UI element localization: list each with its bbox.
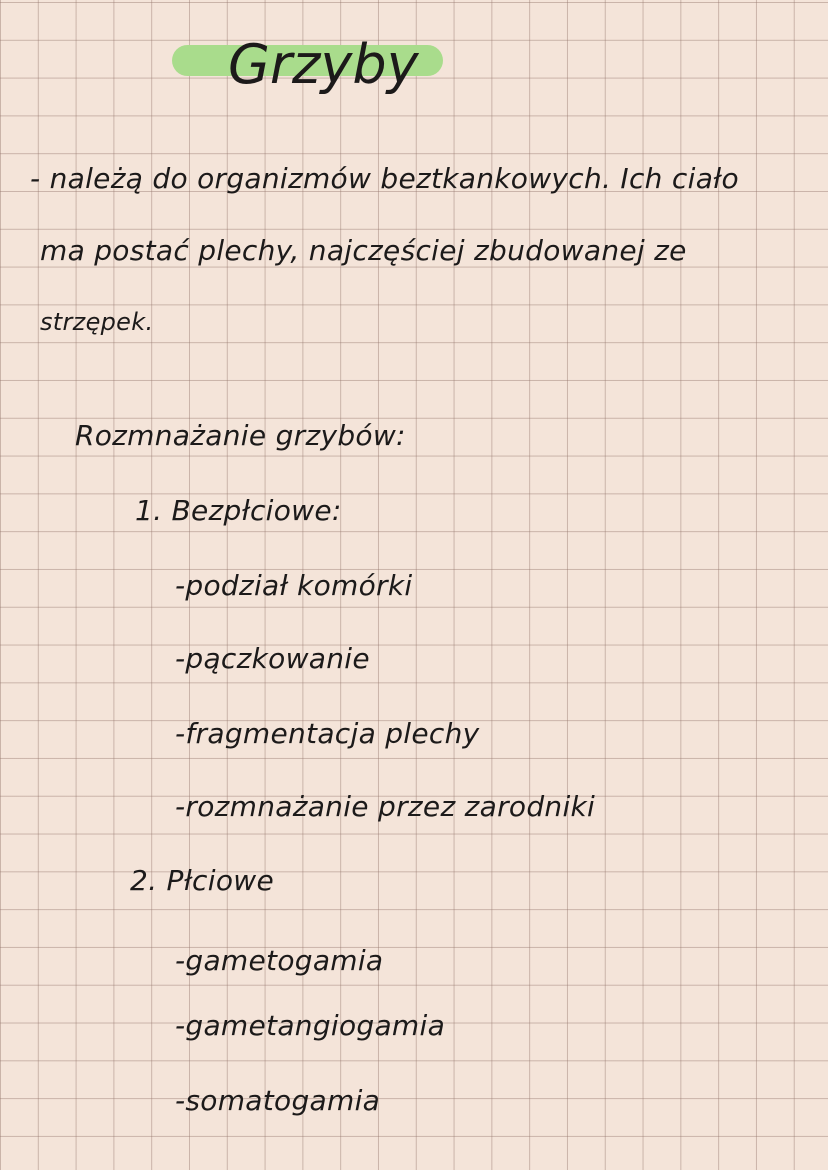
list-item: -podział komórki bbox=[175, 569, 413, 602]
list-item: -pączkowanie bbox=[175, 642, 370, 675]
list-item: -somatogamia bbox=[175, 1084, 381, 1117]
list-item: -gametogamia bbox=[175, 944, 384, 977]
subsection-heading: 2. Płciowe bbox=[130, 864, 274, 897]
intro-line: ma postać plechy, najczęściej zbudowanej ze bbox=[40, 234, 687, 267]
intro-line: - należą do organizmów beztkankowych. Ich ciało bbox=[30, 162, 739, 195]
section-heading: Rozmnażanie grzybów: bbox=[75, 419, 406, 452]
intro-line: strzępek. bbox=[40, 308, 154, 336]
page-title: Grzyby bbox=[228, 33, 419, 96]
list-item: -rozmnażanie przez zarodniki bbox=[175, 790, 596, 823]
subsection-heading: 1. Bezpłciowe: bbox=[135, 494, 342, 527]
list-item: -gametangiogamia bbox=[175, 1009, 446, 1042]
list-item: -fragmentacja plechy bbox=[175, 717, 480, 750]
